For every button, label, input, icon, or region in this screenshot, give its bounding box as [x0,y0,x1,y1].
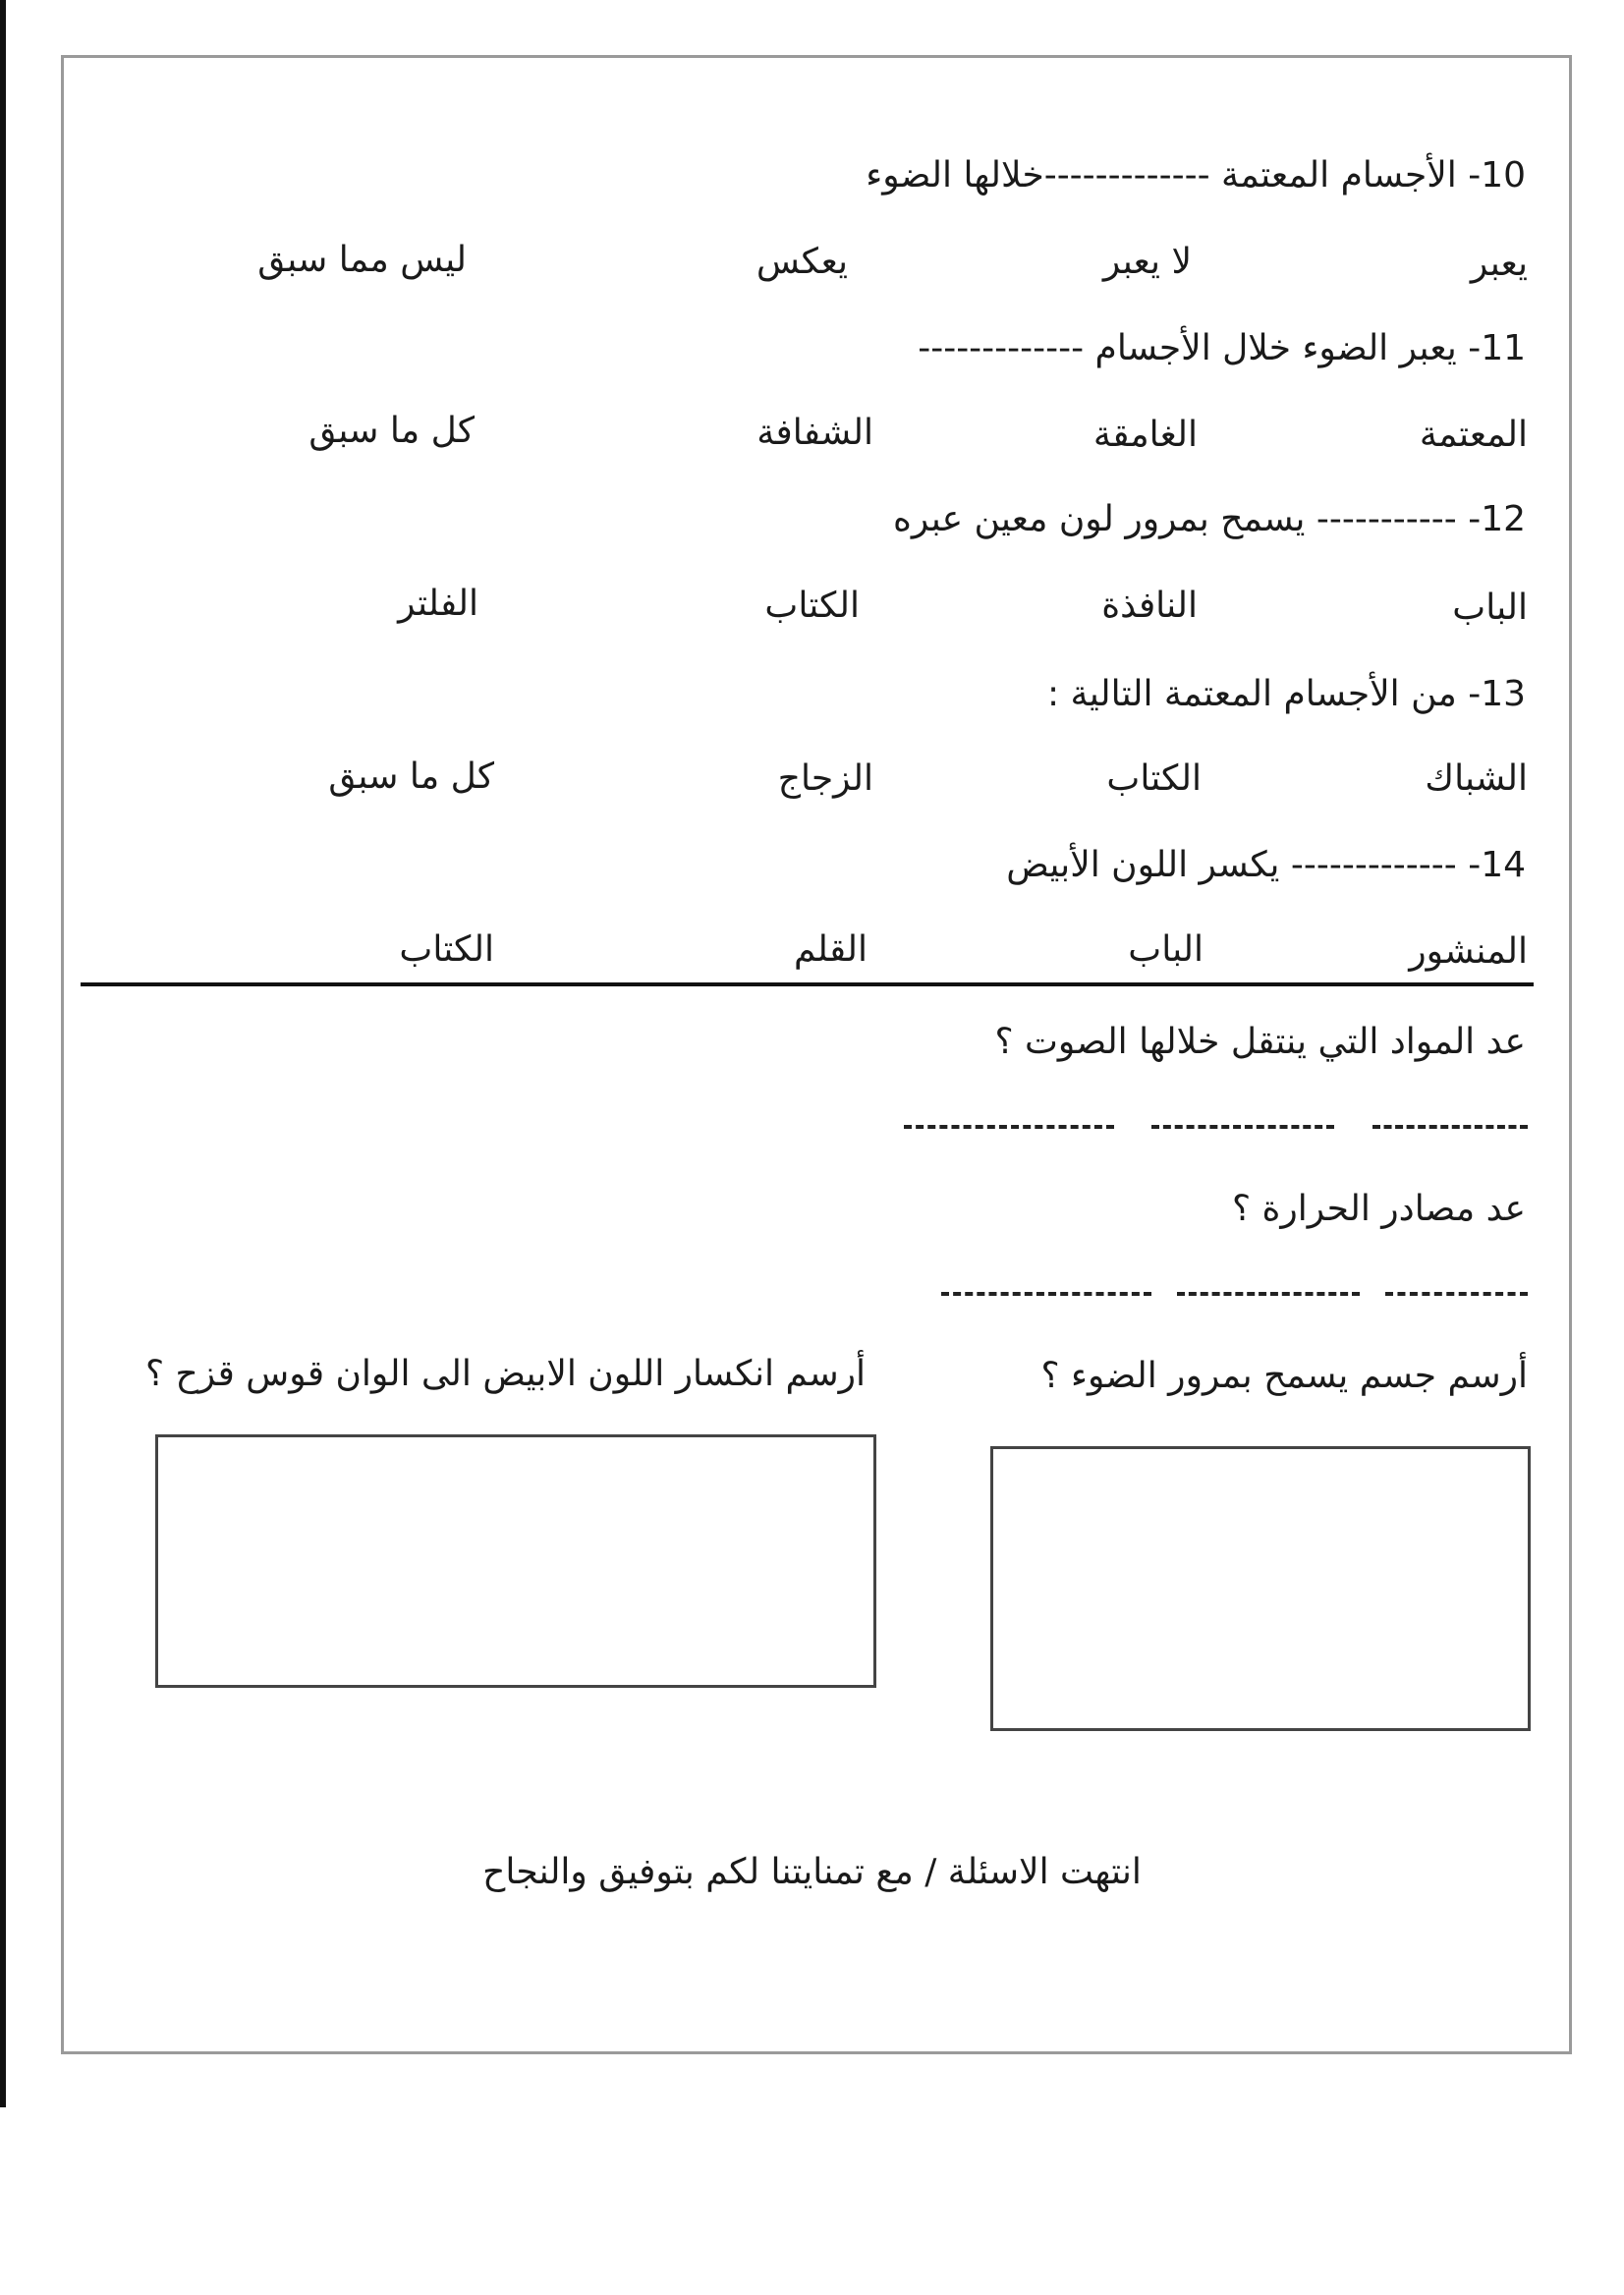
q11-option-4[interactable]: كل ما سبق [308,411,475,451]
q10-option-2[interactable]: لا يعبر [1102,242,1192,282]
q10-option-4[interactable]: ليس مما سبق [257,240,467,280]
answer-line-5[interactable] [1177,1292,1360,1296]
question-14: 14- ------------- يكسر اللون الأبيض [1006,845,1526,885]
draw-prompt-rainbow: أرسم انكسار اللون الابيض الى الوان قوس قزح ؟ [144,1354,866,1394]
answer-line-1[interactable] [1372,1125,1528,1129]
q12-option-2[interactable]: النافذة [1101,586,1198,626]
question-13: 13- من الأجسام المعتمة التالية : [1046,674,1526,714]
draw-prompt-light: أرسم جسم يسمح بمرور الضوء ؟ [1040,1356,1528,1396]
q12-option-4[interactable]: الفلتر [398,584,478,624]
q13-option-1[interactable]: الشباك [1425,758,1528,799]
answer-line-3[interactable] [904,1125,1114,1129]
q14-option-1[interactable]: المنشور [1409,931,1528,972]
drawing-box-rainbow[interactable] [155,1434,876,1688]
q13-option-2[interactable]: الكتاب [1106,758,1202,799]
q14-option-4[interactable]: الكتاب [399,929,494,970]
drawing-box-light[interactable] [990,1446,1531,1731]
q10-option-1[interactable]: يعبر [1470,244,1528,284]
closing-message: انتهت الاسئلة / مع تمنايتنا لكم بتوفيق والنجاح [482,1852,1142,1892]
count-question-heat: عد مصادر الحرارة ؟ [1231,1189,1526,1229]
answer-line-6[interactable] [941,1292,1151,1296]
question-10: 10- الأجسام المعتمة -------------خلالها الضوء [866,155,1526,196]
q12-option-1[interactable]: الباب [1452,588,1528,628]
q11-option-2[interactable]: الغامقة [1092,415,1198,455]
section-divider [81,982,1534,986]
answer-line-4[interactable] [1385,1292,1528,1296]
q13-option-3[interactable]: الزجاج [777,758,873,799]
q10-option-3[interactable]: يعكس [756,242,848,282]
answer-line-2[interactable] [1151,1125,1334,1129]
question-11: 11- يعبر الضوء خلال الأجسام ------------- [918,328,1526,368]
q11-option-1[interactable]: المعتمة [1419,415,1528,455]
q11-option-3[interactable]: الشفافة [756,413,873,453]
scan-left-edge [0,0,6,2107]
question-12: 12- ----------- يسمح بمرور لون معين عبره [893,499,1526,539]
q12-option-3[interactable]: الكتاب [764,586,860,626]
q14-option-3[interactable]: القلم [793,929,868,970]
count-question-sound: عد المواد التي ينتقل خلالها الصوت ؟ [994,1022,1526,1062]
q13-option-4[interactable]: كل ما سبق [328,756,494,797]
q14-option-2[interactable]: الباب [1128,929,1204,970]
